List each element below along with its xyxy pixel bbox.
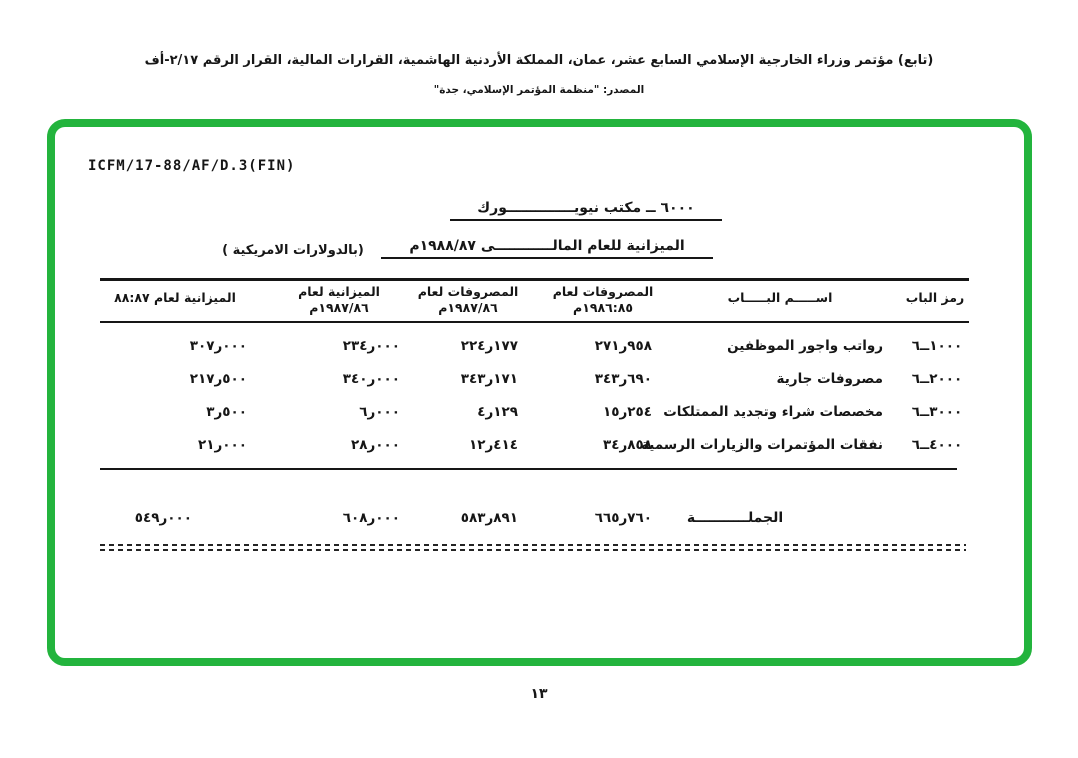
column-header-budget-87-88: الميزانية لعام ٨٨:٨٧ [114, 290, 236, 305]
row1-budget-87-88: ٣٠٧ر٠٠٠ [189, 338, 247, 354]
row1-expenditure-85-86: ٢٧١ر٩٥٨ [594, 338, 652, 354]
row2-budget-87-88: ٢١٧ر٥٠٠ [189, 371, 247, 387]
table-double-dashed-rule [100, 544, 966, 551]
header-year: ١٩٨٧/٨٦م [309, 300, 369, 315]
column-header-chapter-code: رمز الباب [905, 290, 965, 305]
conference-header-line: (تابع) مؤتمر وزراء الخارجية الإسلامي السابع عشر، عمان، المملكة الأردنية الهاشمية، القرارات المالية، القرار الرقم ٢/١٧-أف [144, 53, 934, 68]
row2-chapter-code: ٦ــ٢٠٠٠ [911, 371, 963, 387]
reference-code: ICFM/17-88/AF/D.3(FIN) [88, 158, 296, 174]
header-year: ١٩٨٧/٨٦م [438, 300, 498, 315]
table-header-rule [100, 321, 969, 323]
row3-expenditure-85-86: ١٥ر٢٥٤ [603, 404, 652, 420]
row2-expenditure-85-86: ٣٤٣ر٦٩٠ [594, 371, 652, 387]
header-line: الميزانية لعام [298, 284, 380, 299]
row4-chapter-code: ٦ــ٤٠٠٠ [911, 437, 963, 453]
row3-chapter-code: ٦ــ٣٠٠٠ [911, 404, 963, 420]
row1-chapter-name: رواتب واجور الموظفين [727, 338, 883, 354]
header-line: المصروفات لعام [552, 284, 654, 299]
row3-budget-87-88: ٣ر٥٠٠ [206, 404, 247, 420]
total-expenditure-86-87: ٥٨٣ر٨٩١ [460, 510, 518, 526]
total-budget-87-88: ٥٤٩ر٠٠٠ [134, 510, 192, 526]
column-header-expenditure-85-86 [548, 284, 658, 316]
source-line: المصدر: "منظمة المؤتمر الإسلامي، جدة" [433, 84, 645, 96]
row2-expenditure-86-87: ٣٤٣ر١٧١ [460, 371, 518, 387]
page-number: ١٣ [530, 686, 548, 702]
row1-expenditure-86-87: ٢٢٤ر١٧٧ [460, 338, 518, 354]
total-budget-86-87: ٦٠٨ر٠٠٠ [342, 510, 400, 526]
row2-chapter-name: مصروفات جارية [776, 371, 883, 387]
row4-budget-87-88: ٢١ر٠٠٠ [198, 437, 247, 453]
currency-note: (بالدولارات الامريكية ) [222, 243, 364, 258]
row4-chapter-name: نفقات المؤتمرات والزيارات الرسمية [641, 437, 883, 453]
header-line: المصروفات لعام [417, 284, 519, 299]
column-header-expenditure-86-87 [413, 284, 523, 316]
row2-budget-86-87: ٣٤٠ر٠٠٠ [342, 371, 400, 387]
column-header-chapter-name: اســـــم البـــــاب [727, 290, 833, 305]
table-top-rule [100, 278, 969, 281]
total-expenditure-85-86: ٦٦٥ر٧٦٠ [594, 510, 652, 526]
row1-budget-86-87: ٢٣٤ر٠٠٠ [342, 338, 400, 354]
budget-year-title: الميزانية للعام المالــــــــــــى ١٩٨٨/٨٧م [381, 238, 713, 259]
row4-expenditure-86-87: ١٢ر٤١٤ [469, 437, 518, 453]
total-label: الجملـــــــــــة [686, 510, 784, 526]
row3-expenditure-86-87: ٤ر١٢٩ [477, 404, 518, 420]
column-header-budget-86-87 [283, 284, 395, 316]
row3-chapter-name: مخصصات شراء وتجديد الممتلكات [663, 404, 883, 420]
header-year: ١٩٨٦:٨٥م [573, 300, 633, 315]
row3-budget-86-87: ٦ر٠٠٠ [359, 404, 400, 420]
table-body-rule [100, 468, 957, 470]
office-title: ٦٠٠٠ ــ مكتب نيويــــــــــــــورك [450, 200, 722, 221]
row1-chapter-code: ٦ــ١٠٠٠ [911, 338, 963, 354]
row4-expenditure-85-86: ٣٤ر٨٥٨ [603, 437, 652, 453]
row4-budget-86-87: ٢٨ر٠٠٠ [351, 437, 400, 453]
